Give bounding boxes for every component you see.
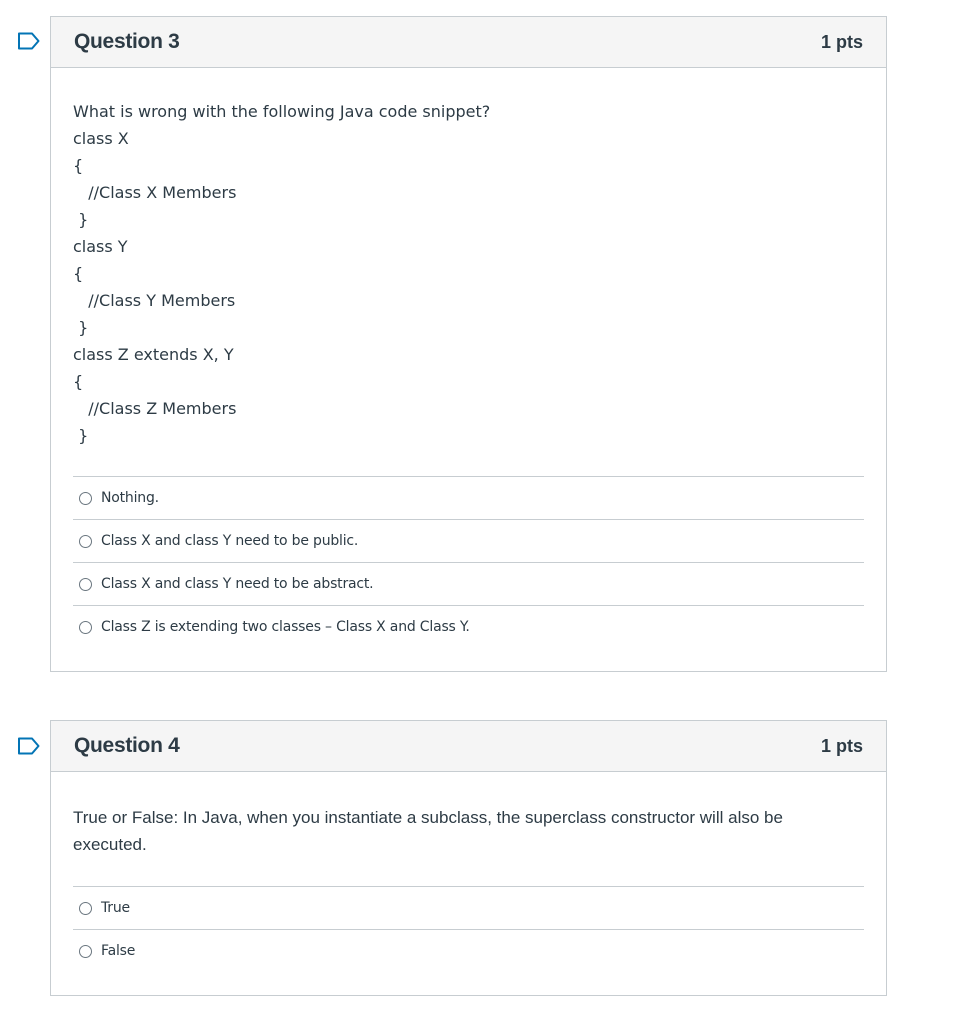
prompt-line: class Y bbox=[73, 237, 128, 256]
prompt-line: } bbox=[73, 318, 89, 337]
prompt-line: { bbox=[73, 156, 84, 175]
answer-label: Class Z is extending two classes – Class X and Class Y. bbox=[101, 619, 470, 635]
question-points: 1 pts bbox=[820, 32, 863, 52]
question-header bbox=[51, 17, 886, 68]
question-header bbox=[51, 721, 886, 772]
flag-question-icon[interactable] bbox=[17, 32, 41, 50]
answer-option[interactable] bbox=[73, 605, 864, 648]
question-title: Question 3 bbox=[74, 30, 180, 53]
answer-option[interactable] bbox=[73, 476, 864, 519]
question-text bbox=[73, 68, 864, 476]
question-body bbox=[51, 772, 886, 972]
answer-option[interactable] bbox=[73, 562, 864, 605]
prompt-line: //Class Y Members bbox=[73, 291, 236, 310]
radio-button-icon[interactable] bbox=[79, 535, 92, 548]
prompt-line: class Z extends X, Y bbox=[73, 345, 234, 364]
prompt-line: //Class X Members bbox=[73, 183, 237, 202]
answer-label: Class X and class Y need to be abstract. bbox=[101, 576, 374, 592]
prompt-line: { bbox=[73, 372, 84, 391]
prompt-line: { bbox=[73, 264, 84, 283]
prompt-line: } bbox=[73, 426, 89, 445]
question-points: 1 pts bbox=[820, 736, 863, 756]
answer-label: Nothing. bbox=[101, 490, 159, 506]
radio-button-icon[interactable] bbox=[79, 578, 92, 591]
answer-list bbox=[73, 476, 864, 648]
question-card bbox=[50, 720, 887, 996]
prompt-line: What is wrong with the following Java code snippet? bbox=[73, 102, 491, 121]
radio-button-icon[interactable] bbox=[79, 902, 92, 915]
prompt-line: class X bbox=[73, 129, 129, 148]
prompt-text: True or False: In Java, when you instantiate a subclass, the superclass constructor will also be executed. bbox=[73, 808, 783, 854]
question-title: Question 4 bbox=[74, 734, 180, 757]
radio-button-icon[interactable] bbox=[79, 492, 92, 505]
answer-option[interactable] bbox=[73, 886, 864, 929]
answer-label: True bbox=[101, 900, 130, 916]
question-card bbox=[50, 16, 887, 672]
prompt-line: } bbox=[73, 210, 89, 229]
radio-button-icon[interactable] bbox=[79, 621, 92, 634]
answer-option[interactable] bbox=[73, 519, 864, 562]
question-text bbox=[73, 772, 864, 886]
prompt-line: //Class Z Members bbox=[73, 399, 237, 418]
answer-option[interactable] bbox=[73, 929, 864, 972]
answer-list bbox=[73, 886, 864, 972]
question-body bbox=[51, 68, 886, 648]
radio-button-icon[interactable] bbox=[79, 945, 92, 958]
answer-label: Class X and class Y need to be public. bbox=[101, 533, 359, 549]
answer-label: False bbox=[101, 943, 136, 959]
flag-question-icon[interactable] bbox=[17, 737, 41, 755]
